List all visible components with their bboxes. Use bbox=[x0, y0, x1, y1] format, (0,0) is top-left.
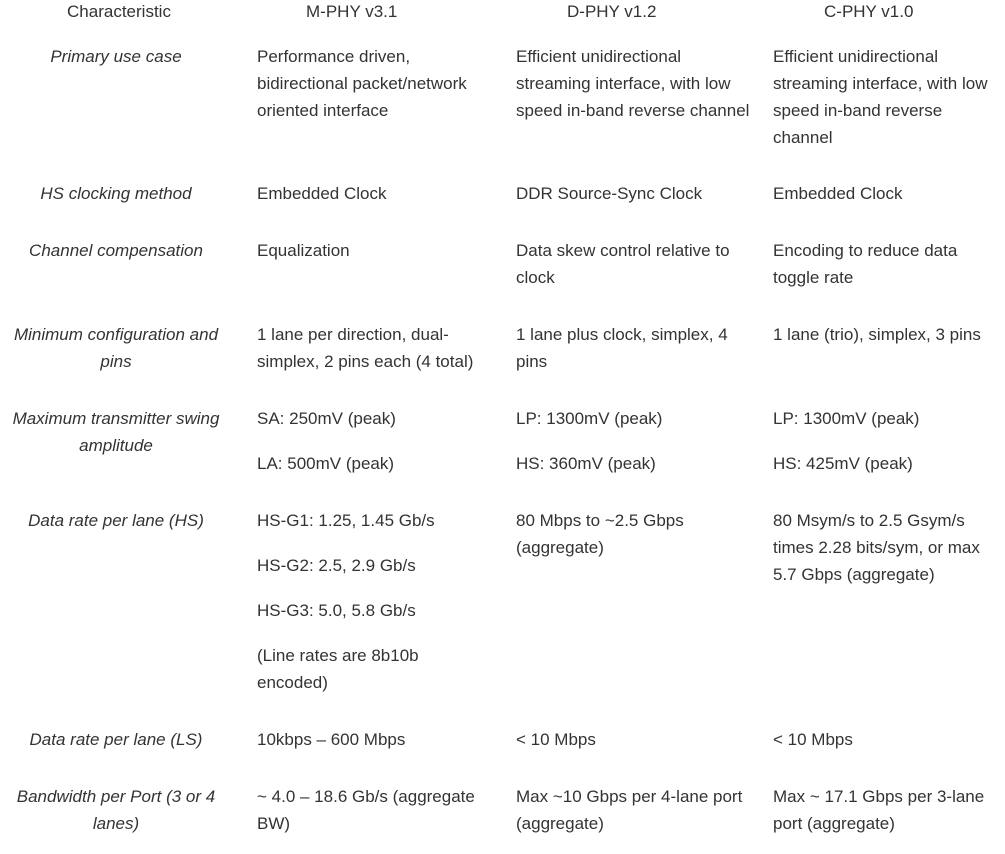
cell-mphy bbox=[238, 783, 497, 837]
header-row bbox=[0, 0, 1005, 26]
cell-dphy bbox=[497, 783, 754, 837]
cell-mphy bbox=[238, 180, 497, 237]
cell-mphy bbox=[238, 405, 497, 507]
table-row bbox=[0, 783, 1005, 837]
cell-dphy bbox=[497, 237, 754, 321]
cell-cphy bbox=[754, 726, 1005, 783]
cell-text: Max ~10 Gbps per 4-lane port (aggregate) bbox=[516, 787, 743, 833]
cell-dphy bbox=[497, 726, 754, 783]
cell-text: Efficient unidirectional streaming interface, with low speed in-band reverse channel bbox=[516, 47, 750, 120]
cell-text: HS: 360mV (peak) bbox=[516, 454, 656, 473]
cell-cphy bbox=[754, 180, 1005, 237]
cell-text: 1 lane per direction, dual-simplex, 2 pins each (4 total) bbox=[257, 325, 474, 371]
row-label: Bandwidth per Port (3 or 4 lanes) bbox=[16, 787, 216, 833]
cell-text: 80 Mbps to ~2.5 Gbps (aggregate) bbox=[516, 511, 684, 557]
cell-text: LA: 500mV (peak) bbox=[257, 454, 395, 473]
cell-mphy bbox=[238, 507, 497, 726]
cell-text: < 10 Mbps bbox=[773, 730, 853, 749]
table-row bbox=[0, 180, 1005, 237]
header-cphy: C-PHY v1.0 bbox=[824, 2, 914, 21]
table-row bbox=[0, 507, 1005, 726]
table-body bbox=[0, 26, 1005, 837]
cell-dphy bbox=[497, 321, 754, 405]
cell-text: 1 lane plus clock, simplex, 4 pins bbox=[516, 325, 728, 371]
cell-text: SA: 250mV (peak) bbox=[257, 409, 396, 428]
cell-text: (Line rates are 8b10b encoded) bbox=[257, 646, 419, 692]
cell-text: Equalization bbox=[257, 241, 350, 260]
cell-text: LP: 1300mV (peak) bbox=[516, 409, 663, 428]
cell-text: HS-G3: 5.0, 5.8 Gb/s bbox=[257, 601, 416, 620]
cell-text: HS-G2: 2.5, 2.9 Gb/s bbox=[257, 556, 416, 575]
cell-text: 10kbps – 600 Mbps bbox=[257, 730, 406, 749]
cell-text: DDR Source-Sync Clock bbox=[516, 184, 703, 203]
table-row bbox=[0, 26, 1005, 180]
cell-dphy bbox=[497, 405, 754, 507]
row-label: Primary use case bbox=[50, 47, 182, 66]
cell-text: Max ~ 17.1 Gbps per 3-lane port (aggregate) bbox=[773, 787, 985, 833]
cell-cphy bbox=[754, 507, 1005, 726]
cell-text: < 10 Mbps bbox=[516, 730, 596, 749]
row-label: Minimum configuration and pins bbox=[13, 325, 219, 371]
cell-text: HS-G1: 1.25, 1.45 Gb/s bbox=[257, 511, 435, 530]
cell-dphy bbox=[497, 507, 754, 726]
cell-dphy bbox=[497, 180, 754, 237]
cell-mphy bbox=[238, 26, 497, 180]
row-label: HS clocking method bbox=[40, 184, 192, 203]
table-row bbox=[0, 726, 1005, 783]
cell-text: 80 Msym/s to 2.5 Gsym/s times 2.28 bits/sym, or max 5.7 Gbps (aggregate) bbox=[773, 511, 980, 584]
table-row bbox=[0, 237, 1005, 321]
cell-text: Embedded Clock bbox=[257, 184, 387, 203]
header-dphy: D-PHY v1.2 bbox=[567, 2, 657, 21]
cell-mphy bbox=[238, 726, 497, 783]
cell-cphy bbox=[754, 321, 1005, 405]
row-label: Data rate per lane (LS) bbox=[29, 730, 203, 749]
cell-text: LP: 1300mV (peak) bbox=[773, 409, 920, 428]
cell-text: Efficient unidirectional streaming interface, with low speed in-band reverse channel bbox=[773, 47, 988, 147]
cell-text: Performance driven, bidirectional packet/network oriented interface bbox=[257, 47, 467, 120]
cell-text: ~ 4.0 – 18.6 Gb/s (aggregate BW) bbox=[257, 787, 475, 833]
cell-text: Encoding to reduce data toggle rate bbox=[773, 241, 958, 287]
cell-text: Data skew control relative to clock bbox=[516, 241, 730, 287]
cell-text: 1 lane (trio), simplex, 3 pins bbox=[773, 325, 981, 344]
row-label: Channel compensation bbox=[29, 241, 203, 260]
cell-cphy bbox=[754, 405, 1005, 507]
row-label: Maximum transmitter swing amplitude bbox=[12, 409, 220, 455]
header-mphy: M-PHY v3.1 bbox=[306, 2, 398, 21]
cell-cphy bbox=[754, 237, 1005, 321]
cell-text: HS: 425mV (peak) bbox=[773, 454, 913, 473]
cell-mphy bbox=[238, 237, 497, 321]
cell-dphy bbox=[497, 26, 754, 180]
cell-cphy bbox=[754, 26, 1005, 180]
table-row bbox=[0, 405, 1005, 507]
cell-cphy bbox=[754, 783, 1005, 837]
row-label: Data rate per lane (HS) bbox=[28, 511, 204, 530]
cell-mphy bbox=[238, 321, 497, 405]
cell-text: Embedded Clock bbox=[773, 184, 903, 203]
table-row bbox=[0, 321, 1005, 405]
header-characteristic: Characteristic bbox=[67, 2, 171, 21]
